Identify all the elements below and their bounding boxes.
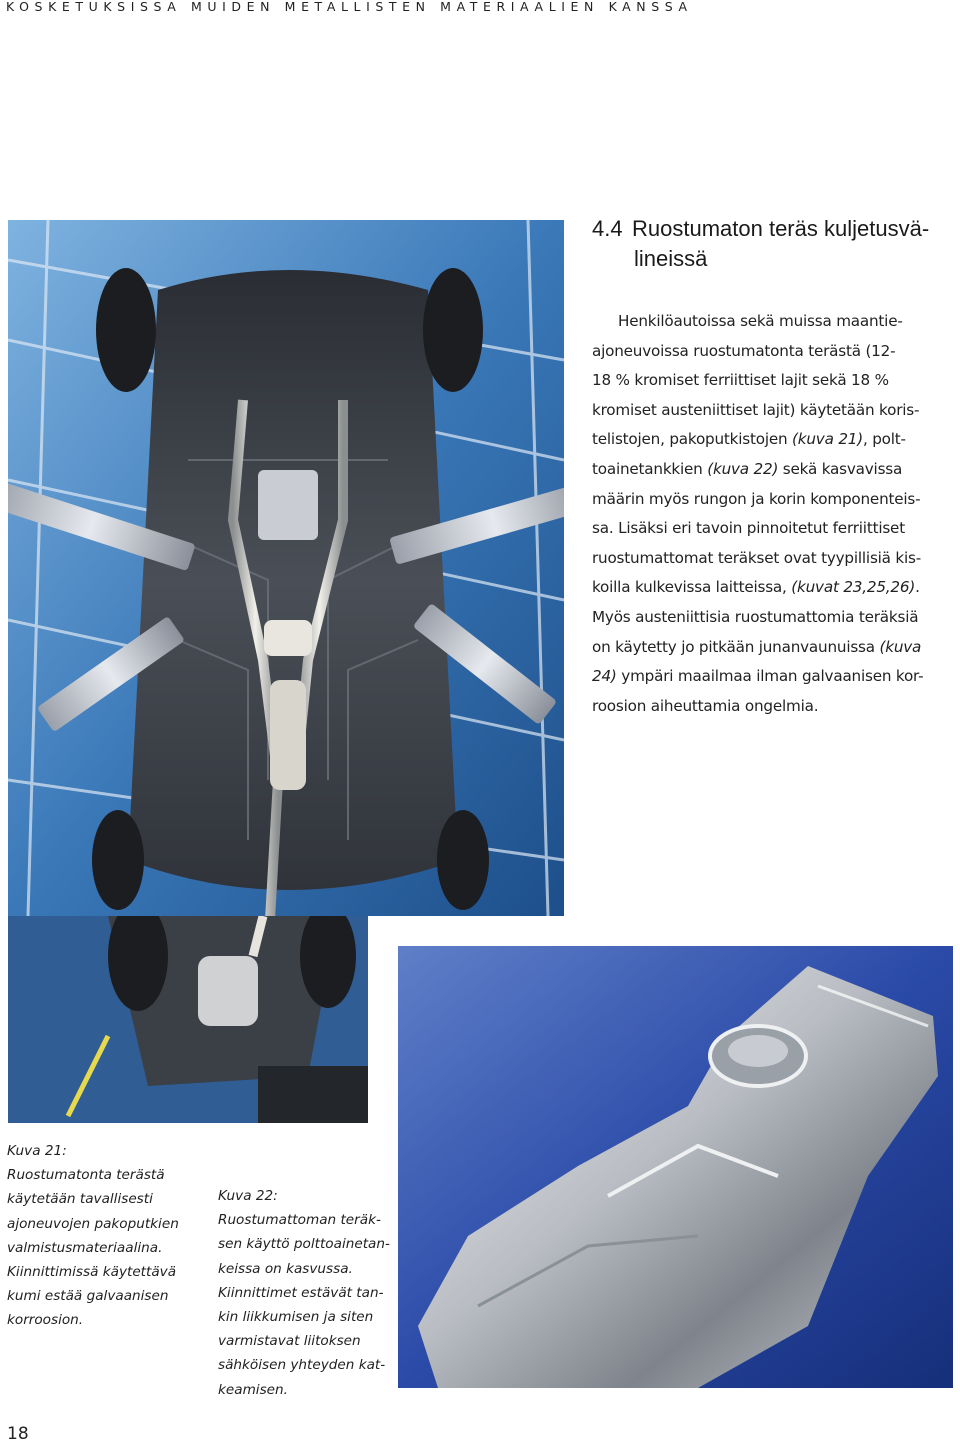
body-segment: koilla kulkevissa laitteissa, bbox=[592, 578, 792, 597]
body-line: ruostumattomat teräkset ovat tyypillisiä kis- bbox=[592, 548, 922, 567]
caption-line: korroosion. bbox=[7, 1312, 84, 1329]
car-underside-illustration bbox=[8, 220, 564, 916]
body-line bbox=[592, 425, 954, 455]
body-segment: ympäri maailmaa ilman galvaanisen kor- bbox=[616, 667, 924, 686]
body-line bbox=[592, 573, 954, 603]
section-number: 4.4 bbox=[592, 216, 623, 241]
caption-kuva-22 bbox=[218, 1184, 398, 1402]
body-segment: , polt- bbox=[862, 430, 906, 449]
body-segment: telistojen, pakoputkistojen bbox=[592, 430, 793, 449]
caption-line: varmistavat liitoksen bbox=[218, 1333, 361, 1350]
section-title-line2: lineissä bbox=[634, 246, 708, 271]
body-line: Henkilöautoissa sekä muissa maantie- bbox=[618, 312, 903, 330]
caption-line: kin liikkumisen ja siten bbox=[218, 1309, 374, 1326]
section-title-line1: Ruostumaton teräs kuljetusvä- bbox=[632, 216, 930, 241]
caption-line: ajoneuvojen pakoputkien bbox=[7, 1215, 179, 1232]
body-line: määrin myös rungon ja korin komponenteis- bbox=[592, 489, 921, 508]
body-line: ajoneuvoissa ruostumatonta terästä (12- bbox=[592, 341, 896, 360]
body-segment: on käytetty jo pitkään junanvaunuissa bbox=[592, 637, 880, 656]
body-line: Myös austeniittisia ruostumattomia teräksiä bbox=[592, 607, 919, 626]
caption-line: Kiinnittimissä käytettävä bbox=[7, 1264, 177, 1281]
caption-kuva-21 bbox=[7, 1139, 207, 1333]
caption-line: sähköisen yhteyden kat- bbox=[218, 1357, 386, 1374]
caption-line: Ruostumatonta terästä bbox=[7, 1167, 165, 1184]
section-title bbox=[592, 214, 952, 274]
body-line: sa. Lisäksi eri tavoin pinnoitetut ferriittiset bbox=[592, 519, 905, 538]
caption-line: Kuva 22: bbox=[218, 1188, 278, 1204]
body-line bbox=[592, 455, 954, 485]
figure-reference: (kuva 21) bbox=[792, 430, 863, 449]
figure-reference: (kuvat 23,25,26) bbox=[791, 578, 916, 597]
body-line: roosion aiheuttamia ongelmia. bbox=[592, 696, 819, 715]
car-rear-illustration bbox=[8, 916, 368, 1123]
car-underside-photo-lower bbox=[8, 916, 368, 1123]
caption-line: Kuva 21: bbox=[7, 1143, 67, 1159]
car-underside-photo bbox=[8, 220, 564, 916]
running-header: KOSKETUKSISSA MUIDEN METALLISTEN MATERIAALIEN KANSSA bbox=[6, 0, 693, 14]
caption-line: valmistusmateriaalina. bbox=[7, 1239, 163, 1256]
fuel-tank-illustration bbox=[398, 946, 953, 1388]
caption-line: keissa on kasvussa. bbox=[218, 1260, 353, 1277]
caption-line: Kiinnittimet estävät tan- bbox=[218, 1284, 384, 1301]
caption-line: sen käyttö polttoainetan- bbox=[218, 1236, 390, 1253]
caption-line: kumi estää galvaanisen bbox=[7, 1288, 169, 1305]
caption-line: käytetään tavallisesti bbox=[7, 1191, 153, 1208]
figure-reference: (kuva bbox=[879, 637, 922, 656]
figure-reference: 24) bbox=[592, 667, 617, 686]
fuel-tank-photo bbox=[398, 946, 953, 1388]
body-segment: toainetankkien bbox=[592, 459, 708, 478]
page-number: 18 bbox=[7, 1424, 29, 1444]
body-line: 18 % kromiset ferriittiset lajit sekä 18 % bbox=[592, 371, 889, 390]
body-segment: sekä kasvavissa bbox=[778, 459, 903, 478]
caption-line: Ruostumattoman teräk- bbox=[218, 1212, 381, 1229]
body-text bbox=[592, 307, 954, 721]
body-segment: . bbox=[915, 578, 920, 597]
body-line bbox=[592, 662, 954, 692]
body-line bbox=[592, 633, 954, 663]
figure-reference: (kuva 22) bbox=[707, 459, 779, 478]
body-line: kromiset austeniittiset lajit) käytetään koris- bbox=[592, 400, 920, 419]
caption-line: keamisen. bbox=[218, 1381, 288, 1398]
